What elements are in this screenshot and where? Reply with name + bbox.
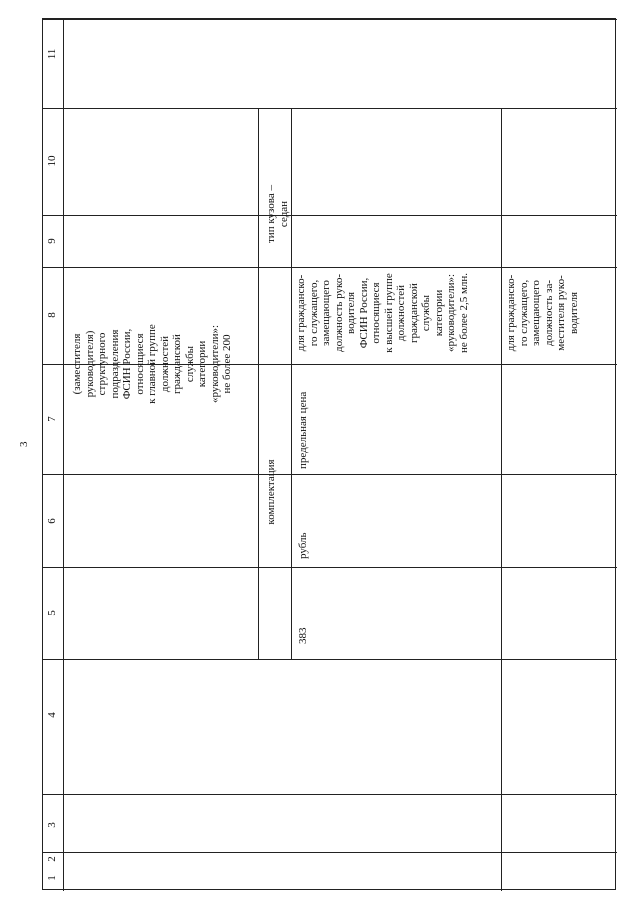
col-divider xyxy=(43,108,617,109)
row-c-col5-text: рубль xyxy=(297,532,309,559)
column-number-9: 9 xyxy=(46,238,58,244)
column-number-2: 2 xyxy=(46,856,58,862)
page-number: 3 xyxy=(18,441,30,447)
row-d-col7-text: для гражданско- го служащего, замещающего должность за- местителя руко- водителя xyxy=(505,274,580,352)
col-divider xyxy=(43,852,617,853)
row-c-col7-text: для гражданско- го служащего, замещающего должность руко- водителя ФСИН России, относящиеся к высшей группе должностей гражданской службы категории «руководители»: не более 2,5 млн. xyxy=(295,272,470,354)
row-b-col9-text: тип кузова – седан xyxy=(265,185,290,243)
column-number-3: 3 xyxy=(46,822,58,828)
col-divider xyxy=(43,474,617,475)
column-number-7: 7 xyxy=(46,416,58,422)
row-divider xyxy=(501,108,502,891)
col-divider xyxy=(43,215,617,216)
column-number-6: 6 xyxy=(46,518,58,524)
column-number-5: 5 xyxy=(46,610,58,616)
row-c-col6-text: предельная цена xyxy=(297,391,309,469)
row-a-col7-text: (заместителя руководителя) структурного подразделения ФСИН России, относящиеся к главной группе должностей гражданской службы категории «руководители»: не более 200 xyxy=(71,324,233,404)
row-c-col4-text: 383 xyxy=(297,627,309,644)
column-number-8: 8 xyxy=(46,312,58,318)
column-number-11: 11 xyxy=(46,48,58,60)
col-divider xyxy=(43,794,617,795)
column-number-10: 10 xyxy=(46,155,58,167)
column-number-1: 1 xyxy=(46,875,58,881)
header-row-divider xyxy=(63,19,64,891)
row-b-col6-text: комплектация xyxy=(265,459,277,525)
column-number-4: 4 xyxy=(46,712,58,718)
col-divider xyxy=(43,659,617,660)
spec-table xyxy=(42,18,616,890)
row-divider xyxy=(258,108,259,660)
col-divider xyxy=(43,19,617,20)
col-divider xyxy=(43,567,617,568)
row-divider xyxy=(291,108,292,660)
